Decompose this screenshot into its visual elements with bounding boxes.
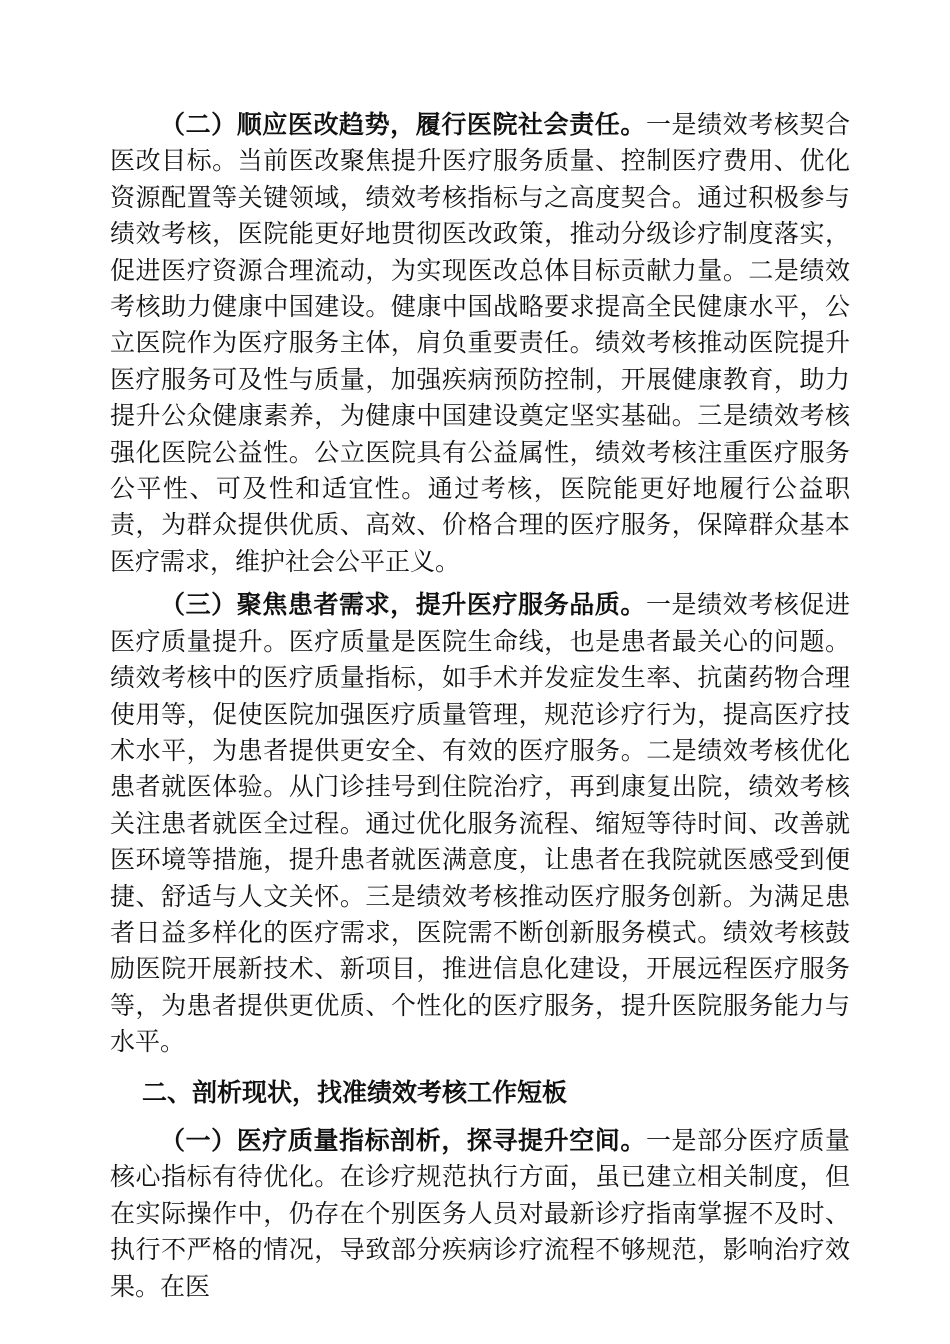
paragraph-3-heading: （三）聚焦患者需求，提升医疗服务品质。 (160, 590, 646, 620)
paragraph-2 (110, 107, 850, 580)
paragraph-section2-1 (110, 1123, 850, 1305)
paragraph-section2-1-body: 一是部分医疗质量核心指标有待优化。在诊疗规范执行方面，虽已建立相关制度，但在实际操作中，仍存在个别医务人员对最新诊疗指南掌握不及时、执行不严格的情况，导致部分疾病诊疗流程不够规范，影响治疗效果。在医 (110, 1125, 850, 1301)
paragraph-2-heading: （二）顺应医改趋势，履行医院社会责任。 (160, 110, 646, 139)
paragraph-2-body: 一是绩效考核契合医改目标。当前医改聚焦提升医疗服务质量、控制医疗费用、优化资源配置等关键领域，绩效考核指标与之高度契合。通过积极参与绩效考核，医院能更好地贯彻医改政策，推动分级诊疗制度落实，促进医疗资源合理流动，为实现医改总体目标贡献力量。二是绩效考核助力健康中国建设。健康中国战略要求提高全民健康水平，公立医院作为医疗服务主体，肩负重要责任。绩效考核推动医院提升医疗服务可及性与质量，加强疾病预防控制，开展健康教育，助力提升公众健康素养，为健康中国建设奠定坚实基础。三是绩效考核强化医院公益性。公立医院具有公益属性，绩效考核注重医疗服务公平性、可及性和适宜性。通过考核，医院能更好地履行公益职责，为群众提供优质、高效、价格合理的医疗服务，保障群众基本医疗需求，维护社会公平正义。 (110, 110, 850, 576)
section-heading: 二、剖析现状，找准绩效考核工作短板 (142, 1077, 568, 1107)
paragraph-section2-1-heading: （一）医疗质量指标剖析，探寻提升空间。 (160, 1125, 646, 1155)
document-page (110, 107, 850, 1312)
paragraph-3-body: 一是绩效考核促进医疗质量提升。医疗质量是医院生命线，也是患者最关心的问题。绩效考核中的医疗质量指标，如手术并发症发生率、抗菌药物合理使用等，促使医院加强医疗质量管理，规范诊疗行为，提高医疗技术水平，为患者提供更安全、有效的医疗服务。二是绩效考核优化患者就医体验。从门诊挂号到住院治疗，再到康复出院，绩效考核关注患者就医全过程。通过优化服务流程、缩短等待时间、改善就医环境等措施，提升患者就医满意度，让患者在我院就医感受到便捷、舒适与人文关怀。三是绩效考核推动医疗服务创新。为满足患者日益多样化的医疗需求，医院需不断创新服务模式。绩效考核鼓励医院开展新技术、新项目，推进信息化建设，开展远程医疗服务等，为患者提供更优质、个性化的医疗服务，提升医院服务能力与水平。 (110, 590, 850, 1057)
paragraph-3 (110, 587, 850, 1060)
